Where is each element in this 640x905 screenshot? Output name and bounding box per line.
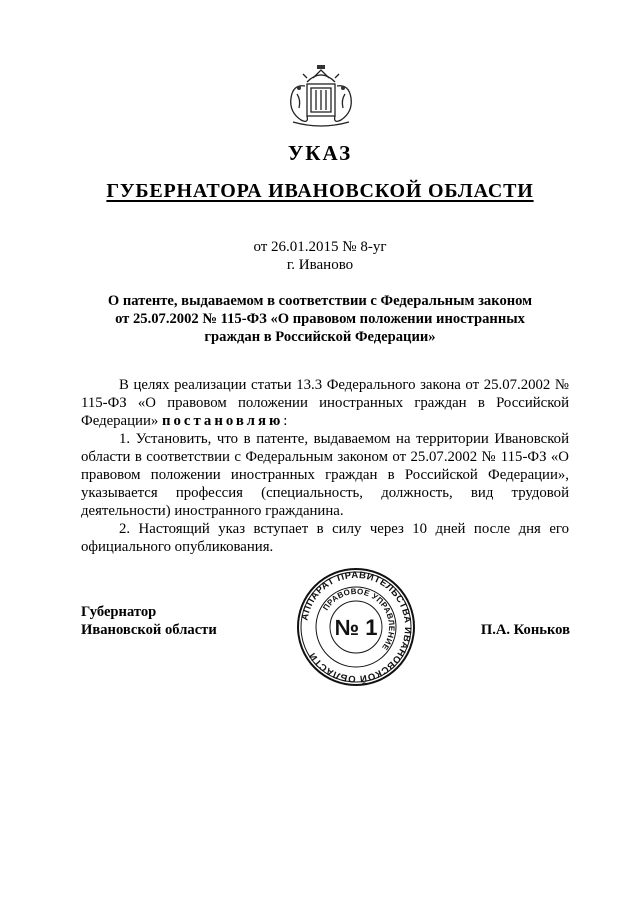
signatory-name: П.А. Коньков	[480, 622, 570, 638]
seal-number: № 1	[334, 615, 378, 640]
issuer-heading: ГУБЕРНАТОРА ИВАНОВСКОЙ ОБЛАСТИ	[106, 180, 534, 202]
decree-title-line: от 25.07.2002 № 115-ФЗ «О правовом положении иностранных	[115, 311, 525, 327]
decree-title	[90, 292, 550, 346]
decree-title-line: граждан в Российской Федерации»	[204, 329, 436, 345]
decree-date-number: от 26.01.2015 № 8-уг	[253, 239, 387, 255]
position-line: Губернатор	[81, 604, 157, 620]
official-seal-stamp	[296, 567, 416, 687]
decree-city: г. Иваново	[286, 257, 354, 273]
decree-word: постановляю	[161, 413, 284, 429]
signatory-position	[81, 603, 217, 639]
item-1-paragraph: 1. Установить, что в патенте, выдаваемом на территории Ивановской области в соответствии с Федеральным законом от 25.07.2002 № 115-ФЗ «О правовом положении иностранных граждан в Российской Федерации», указывается профессия (специальность, должность, вид трудовой деятельности) иностранного гражданина.	[81, 431, 569, 519]
decree-colon: :	[283, 413, 288, 429]
position-line: Ивановской области	[81, 622, 217, 638]
svg-text:ПРАВОВОЕ УПРАВЛЕНИЕ: ПРАВОВОЕ УПРАВЛЕНИЕ	[321, 586, 397, 652]
intro-text: В целях реализации статьи 13.3 Федерального закона от 25.07.2002 № 115-ФЗ «О правовом положении иностранных граждан в Российской Федерации»	[81, 377, 569, 429]
svg-text:АППАРАТ ПРАВИТЕЛЬСТВА ИВАНОВСК: АППАРАТ ПРАВИТЕЛЬСТВА ИВАНОВСКОЙ ОБЛАСТИ	[299, 569, 414, 685]
intro-paragraph	[81, 376, 569, 430]
date-and-place	[0, 238, 640, 274]
decree-body	[81, 376, 569, 556]
coat-of-arms-icon	[283, 64, 359, 128]
decree-title-line: О патенте, выдаваемом в соответствии с Федеральным законом	[107, 293, 533, 309]
document-type: УКАЗ	[287, 141, 353, 165]
item-2-paragraph: 2. Настоящий указ вступает в силу через 10 дней после дня его официального опубликования.	[81, 521, 569, 555]
